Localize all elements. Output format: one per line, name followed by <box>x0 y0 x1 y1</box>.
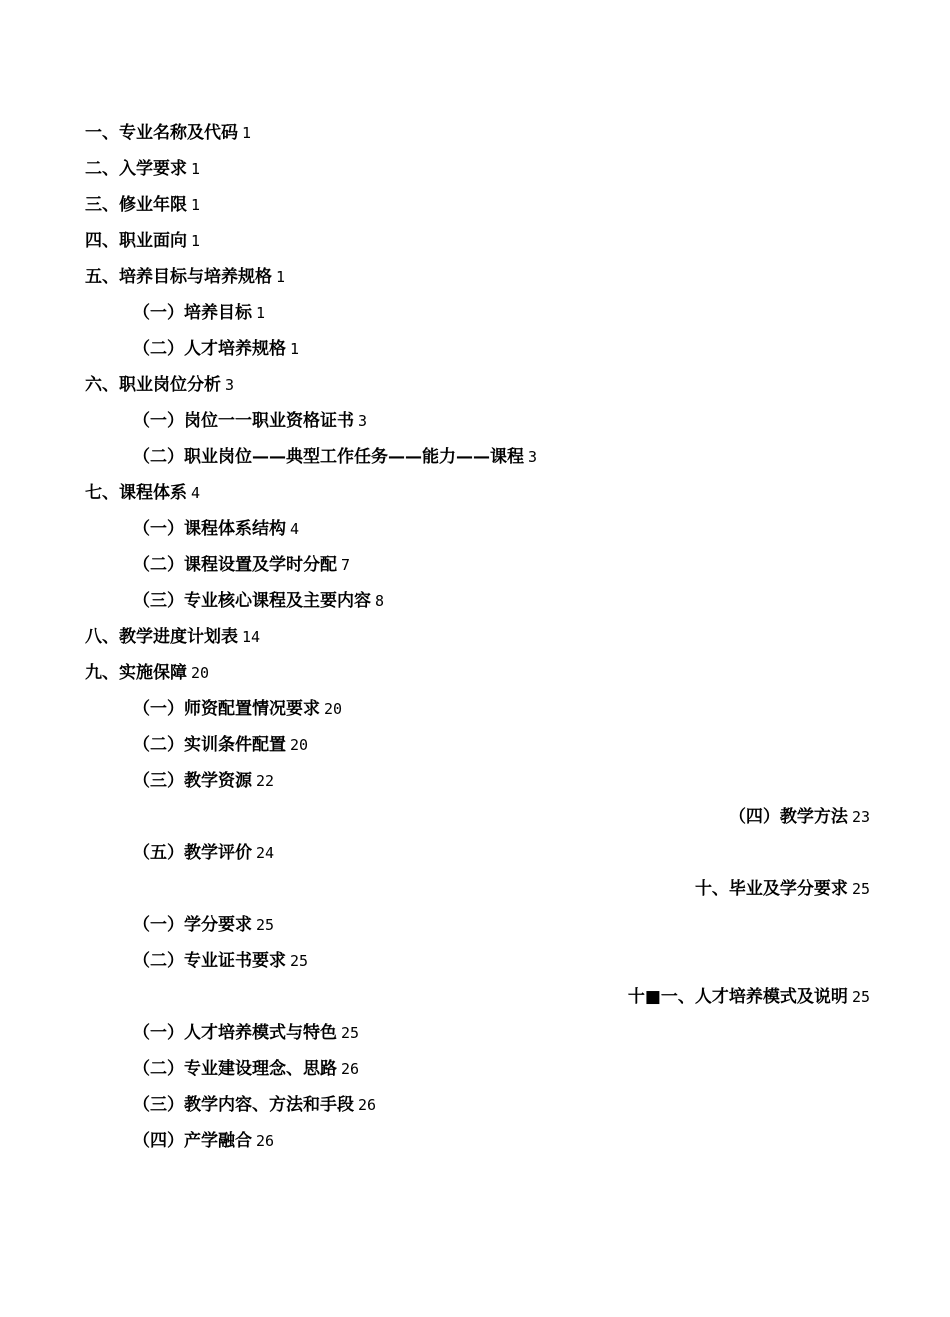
toc-entry-page-number: 1 <box>191 160 201 178</box>
toc-entry-page-number: 1 <box>191 232 201 250</box>
toc-entry-title: 二、入学要求 <box>85 159 187 179</box>
toc-entry-page-number: 23 <box>851 808 870 826</box>
toc-entry-page-number: 3 <box>358 412 368 430</box>
toc-entry-page-number: 26 <box>358 1096 377 1114</box>
toc-entry[interactable] <box>0 295 950 331</box>
toc-entry-title: （五）教学评价 <box>133 843 252 863</box>
toc-entry-title: （四）产学融合 <box>133 1131 252 1151</box>
toc-entry-title: （四）教学方法 <box>728 807 848 827</box>
toc-entry[interactable] <box>0 1087 950 1123</box>
toc-entry-page-number: 3 <box>225 376 235 394</box>
toc-entry-page-number: 26 <box>256 1132 275 1150</box>
toc-entry-page-number: 14 <box>242 628 261 646</box>
toc-entry[interactable] <box>0 871 950 907</box>
toc-entry[interactable] <box>0 547 950 583</box>
toc-entry[interactable] <box>0 655 950 691</box>
toc-entry-page-number: 3 <box>528 448 538 466</box>
toc-entry-title: （三）教学资源 <box>133 771 252 791</box>
toc-entry-title: 三、修业年限 <box>85 195 187 215</box>
toc-entry[interactable] <box>0 223 950 259</box>
toc-entry[interactable] <box>0 1015 950 1051</box>
toc-entry-page-number: 22 <box>256 772 275 790</box>
toc-entry[interactable] <box>0 799 950 835</box>
toc-entry[interactable] <box>0 1051 950 1087</box>
toc-entry[interactable] <box>0 367 950 403</box>
toc-entry-title: （一）岗位一一职业资格证书 <box>133 411 354 431</box>
toc-entry[interactable] <box>0 979 950 1015</box>
toc-entry-title: （二）实训条件配置 <box>133 735 286 755</box>
toc-entry-page-number: 25 <box>256 916 275 934</box>
toc-entry-title: （二）专业证书要求 <box>133 951 286 971</box>
toc-entry[interactable] <box>0 763 950 799</box>
toc-entry[interactable] <box>0 1123 950 1159</box>
toc-entry-page-number: 20 <box>191 664 210 682</box>
toc-entry[interactable] <box>0 439 950 475</box>
toc-entry[interactable] <box>0 511 950 547</box>
toc-entry-page-number: 26 <box>341 1060 360 1078</box>
toc-entry[interactable] <box>0 187 950 223</box>
toc-entry-title: （二）人才培养规格 <box>133 339 286 359</box>
toc-entry[interactable] <box>0 475 950 511</box>
toc-entry-title: （一）人才培养模式与特色 <box>133 1023 337 1043</box>
toc-entry-page-number: 8 <box>375 592 385 610</box>
toc-entry-title: 八、教学进度计划表 <box>85 627 238 647</box>
toc-entry-page-number: 1 <box>191 196 201 214</box>
toc-entry-page-number: 24 <box>256 844 275 862</box>
toc-entry-title: 六、职业岗位分析 <box>85 375 221 395</box>
toc-entry-page-number: 25 <box>851 988 870 1006</box>
table-of-contents <box>0 115 950 1159</box>
toc-entry[interactable] <box>0 583 950 619</box>
toc-entry-page-number: 1 <box>276 268 286 286</box>
toc-entry-title: （三）教学内容、方法和手段 <box>133 1095 354 1115</box>
toc-entry[interactable] <box>0 151 950 187</box>
toc-entry[interactable] <box>0 403 950 439</box>
toc-entry[interactable] <box>0 691 950 727</box>
toc-entry-title: 十、毕业及学分要求 <box>694 879 848 899</box>
toc-entry-title: （二）课程设置及学时分配 <box>133 555 337 575</box>
toc-entry-title: 十■一、人才培养模式及说明 <box>627 987 848 1007</box>
toc-entry-page-number: 25 <box>341 1024 360 1042</box>
toc-entry-page-number: 1 <box>290 340 300 358</box>
toc-entry-title: （三）专业核心课程及主要内容 <box>133 591 371 611</box>
toc-entry-title: 七、课程体系 <box>85 483 187 503</box>
toc-entry[interactable] <box>0 115 950 151</box>
toc-entry-title: （二）职业岗位——典型工作任务——能力——课程 <box>133 447 524 467</box>
toc-entry[interactable] <box>0 835 950 871</box>
toc-entry[interactable] <box>0 907 950 943</box>
toc-entry-title: 五、培养目标与培养规格 <box>85 267 272 287</box>
toc-entry-page-number: 20 <box>324 700 343 718</box>
toc-entry-page-number: 25 <box>290 952 309 970</box>
toc-entry-title: （一）学分要求 <box>133 915 252 935</box>
toc-entry-title: 一、专业名称及代码 <box>85 123 238 143</box>
toc-entry-title: （二）专业建设理念、思路 <box>133 1059 337 1079</box>
toc-entry-page-number: 4 <box>290 520 300 538</box>
toc-entry[interactable] <box>0 331 950 367</box>
toc-entry-title: （一）师资配置情况要求 <box>133 699 320 719</box>
toc-entry[interactable] <box>0 619 950 655</box>
toc-entry[interactable] <box>0 727 950 763</box>
toc-entry-page-number: 7 <box>341 556 351 574</box>
toc-entry-page-number: 1 <box>242 124 252 142</box>
toc-entry[interactable] <box>0 943 950 979</box>
toc-entry-title: 九、实施保障 <box>85 663 187 683</box>
toc-entry-page-number: 4 <box>191 484 201 502</box>
toc-entry-page-number: 1 <box>256 304 266 322</box>
toc-entry-page-number: 20 <box>290 736 309 754</box>
toc-entry-title: （一）培养目标 <box>133 303 252 323</box>
toc-entry-title: 四、职业面向 <box>85 231 187 251</box>
toc-entry[interactable] <box>0 259 950 295</box>
toc-entry-title: （一）课程体系结构 <box>133 519 286 539</box>
toc-entry-page-number: 25 <box>851 880 870 898</box>
